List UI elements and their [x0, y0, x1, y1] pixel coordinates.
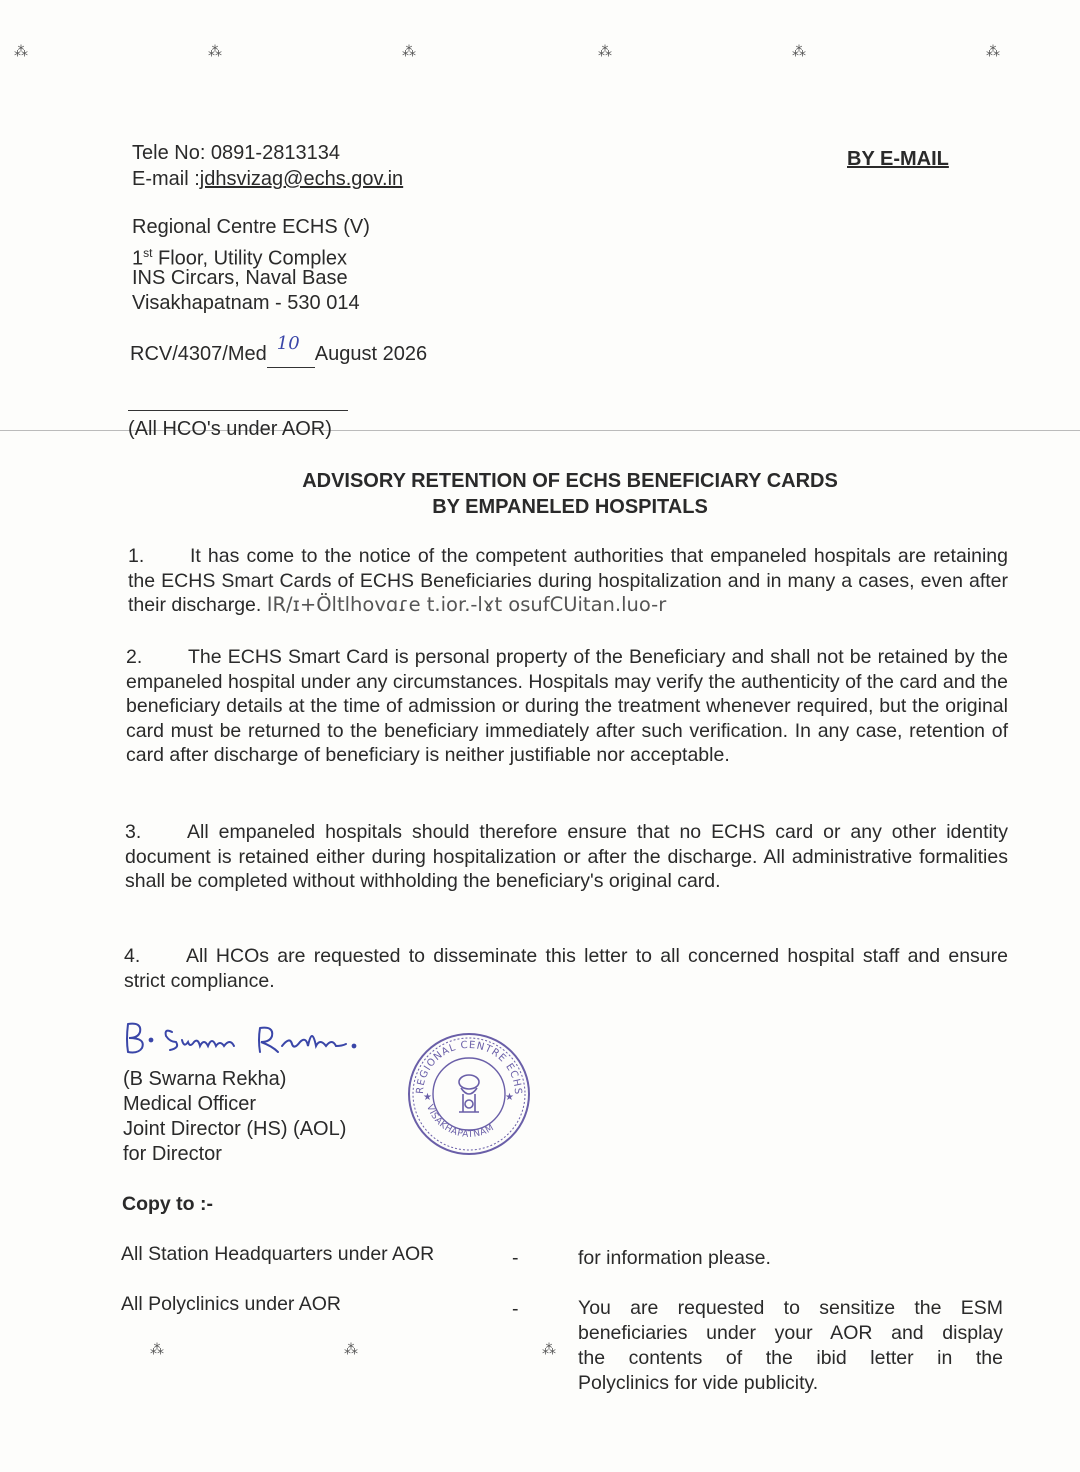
signatory-name: (B Swarna Rekha) [123, 1068, 287, 1090]
scan-speck: ⁂ [344, 1342, 358, 1358]
email-address[interactable]: jdhsvizag@echs.gov.in [199, 168, 404, 190]
copy-dash-2: - [512, 1298, 519, 1320]
paragraph-1 [128, 544, 1008, 618]
address-line-2: 1st Floor, Utility Complex [132, 246, 347, 270]
signatory-designation-1: Medical Officer [123, 1093, 257, 1115]
reference-date: August 2026 [314, 343, 428, 365]
svg-text:VISAKHAPATNAM [424, 1103, 496, 1140]
scan-speck: ⁂ [208, 44, 222, 60]
reference-line [130, 333, 428, 368]
addressee-rule [128, 410, 348, 411]
paragraph-number: 2. [126, 646, 143, 668]
copy-recipient-2: All Polyclinics under AOR [121, 1293, 342, 1315]
addressee: (All HCO's under AOR) [128, 418, 332, 440]
paragraph-4 [124, 944, 1008, 993]
scan-speck: ⁂ [14, 44, 28, 60]
letter-title [0, 468, 1080, 520]
reference-day-blank [267, 333, 315, 368]
paragraph-text: It has come to the notice of the competent authorities that empaneled hospitals are retaining the ECHS Smart Cards of ECHS Beneficiaries during hospitalization and in many a cases, even after their discharge. [128, 545, 1008, 616]
email-label: E-mail : [132, 168, 200, 190]
signatory-designation-2: Joint Director (HS) (AOL) [123, 1118, 347, 1140]
address-line-1: Regional Centre ECHS (V) [132, 216, 370, 238]
paragraph-number: 3. [125, 821, 142, 843]
handwritten-signature [120, 1016, 370, 1065]
emblem-icon [459, 1075, 479, 1112]
paragraph-text: All HCOs are requested to disseminate this letter to all concerned hospital staff and ensure strict compliance. [124, 945, 1008, 992]
paragraph-number: 1. [128, 545, 145, 567]
svg-text:★: ★ [423, 1092, 432, 1103]
title-line-2: BY EMPANELED HOSPITALS [432, 496, 708, 518]
seal-text-bottom: VISAKHAPATNAM [424, 1103, 496, 1140]
copy-to-label: Copy to :- [122, 1193, 213, 1215]
paragraph-3 [125, 820, 1008, 894]
garbled-text: IR/ɪ+Öltlhovɑɾe t.ior.-lɤt osufCUitan.luo-r [266, 593, 667, 616]
paragraph-number: 4. [124, 945, 141, 967]
paragraph-text: All empaneled hospitals should therefore ensure that no ECHS card or any other identity document is retained either during hospitalization or after the discharge. All administrative formalities shall be completed without withholding the beneficiary's original card. [125, 821, 1008, 892]
signature-block [123, 1067, 346, 1167]
scan-speck: ⁂ [542, 1342, 556, 1358]
by-email-marker: BY E-MAIL [847, 148, 949, 170]
scan-speck: ⁂ [792, 44, 806, 60]
scan-speck: ⁂ [986, 44, 1000, 60]
handwritten-day: 10 [276, 333, 300, 354]
address-line-4: Visakhapatnam - 530 014 [132, 292, 360, 314]
reference-number: RCV/4307/Med [130, 343, 267, 365]
scan-speck: ⁂ [150, 1342, 164, 1358]
scan-speck: ⁂ [598, 44, 612, 60]
copy-dash-1: - [512, 1247, 519, 1269]
signatory-designation-3: for Director [123, 1143, 222, 1165]
copy-note-1: for information please. [578, 1247, 771, 1269]
tele-number: Tele No: 0891-2813134 [132, 142, 340, 164]
svg-text:★: ★ [505, 1092, 514, 1103]
scan-speck: ⁂ [402, 44, 416, 60]
official-seal [405, 1028, 533, 1160]
paragraph-text: The ECHS Smart Card is personal property of the Beneficiary and shall not be retained by the empaneled hospital under any circumstances. Hospitals may verify the authenticity of the card and the beneficiary details at the time of admission or during the treatment whenever required, but the original card must be returned to the beneficiary immediately after such verification. In any case, retention of card after discharge of beneficiary is neither justifiable nor acceptable. [126, 646, 1008, 766]
paragraph-2 [126, 645, 1008, 768]
title-line-1: ADVISORY RETENTION OF ECHS BENEFICIARY CARDS [302, 470, 838, 492]
email-line [132, 166, 403, 192]
address-line-3: INS Circars, Naval Base [132, 267, 348, 289]
seal-text-top: REGIONAL CENTRE ECHS [414, 1039, 524, 1096]
copy-note-2: You are requested to sensitize the ESM beneficiaries under your AOR and display the contents of the ibid letter in the Polyclinics for vide publicity. [578, 1297, 1003, 1394]
copy-recipient-1: All Station Headquarters under AOR [121, 1243, 435, 1265]
